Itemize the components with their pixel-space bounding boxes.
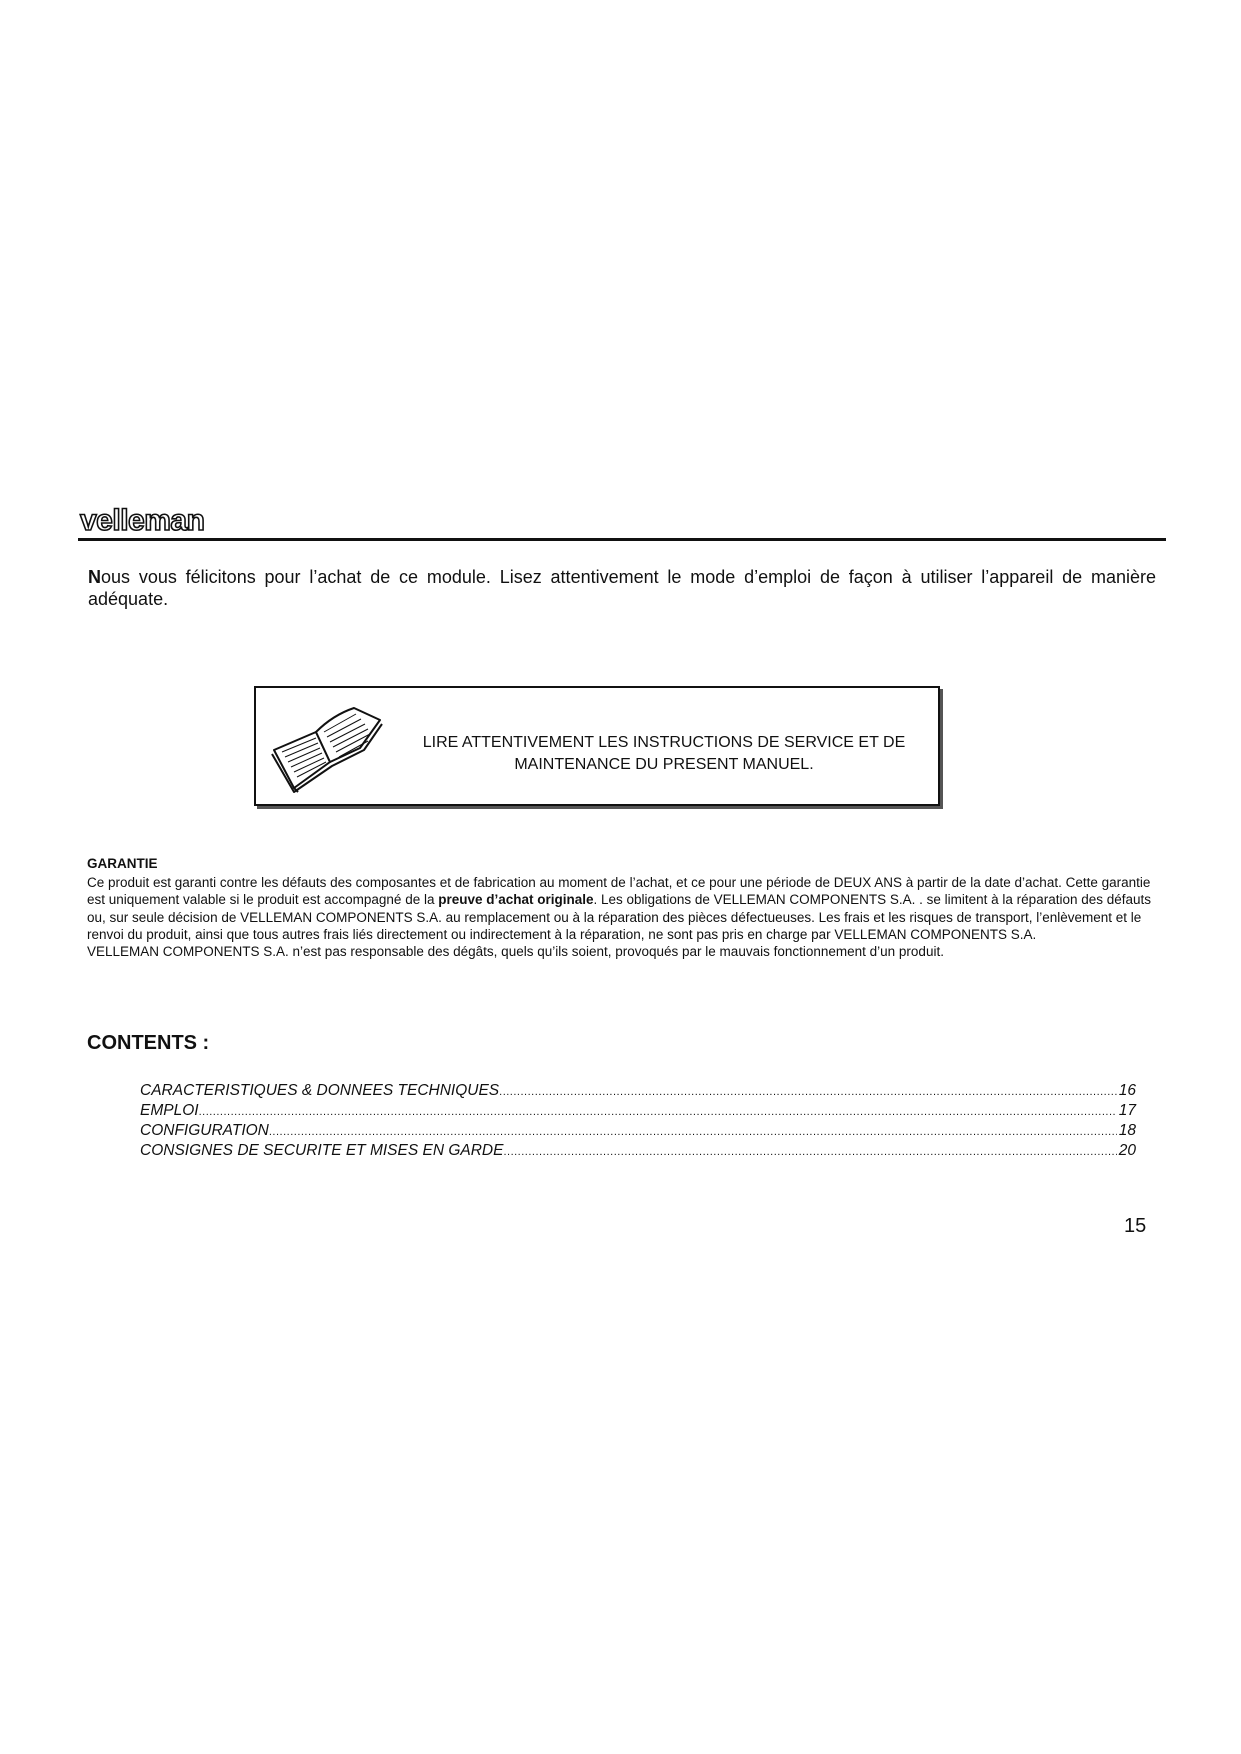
toc-item-page: 20 bbox=[1118, 1142, 1136, 1159]
toc-item-label: EMPLOI bbox=[140, 1102, 199, 1119]
notice-line-1: LIRE ATTENTIVEMENT LES INSTRUCTIONS DE SERVICE ET DE bbox=[422, 734, 906, 751]
toc-item-page: 18 bbox=[1118, 1122, 1136, 1139]
page-number: 15 bbox=[1124, 1215, 1147, 1237]
warranty-title: GARANTIE bbox=[87, 856, 158, 871]
toc-leader-dots bbox=[499, 1082, 1117, 1102]
contents-title: CONTENTS : bbox=[87, 1032, 210, 1054]
warranty-text-bold: preuve d’achat originale bbox=[438, 892, 594, 908]
intro-text: ous vous félicitons pour l’achat de ce module. Lisez attentivement le mode d’emploi de façon à utiliser l’appareil de manière adéquate. bbox=[88, 567, 1156, 609]
toc-leader-dots bbox=[503, 1142, 1116, 1162]
toc-item-label: CONSIGNES DE SECURITE ET MISES EN GARDE bbox=[140, 1142, 504, 1159]
notice-line-2: MAINTENANCE DU PRESENT MANUEL. bbox=[514, 756, 814, 773]
table-of-contents bbox=[140, 1081, 1136, 1161]
toc-item-label: CARACTERISTIQUES & DONNEES TECHNIQUES bbox=[140, 1082, 500, 1099]
intro-paragraph bbox=[88, 566, 1156, 610]
warranty-body bbox=[87, 874, 1157, 960]
toc-leader-dots bbox=[199, 1102, 1117, 1122]
warranty-text-part1: Ce produit est garanti contre les défauts des composantes et de fabrication au moment de l’achat, et ce pour une période de DEUX ANS à partir de la date d’achat. Cette garantie est uniquement valable si le produit est accompagné de la bbox=[87, 875, 1151, 908]
notice-text bbox=[396, 732, 932, 776]
velleman-logo bbox=[78, 504, 238, 536]
warranty-disclaimer: VELLEMAN COMPONENTS S.A. n’est pas responsable des dégâts, quels qu’ils soient, provoqués par le mauvais fonctionnement d’un produit. bbox=[87, 944, 944, 960]
notice-box bbox=[254, 686, 940, 806]
toc-item[interactable] bbox=[140, 1081, 1136, 1101]
toc-item-page: 16 bbox=[1118, 1082, 1136, 1099]
toc-item[interactable] bbox=[140, 1101, 1136, 1121]
toc-item[interactable] bbox=[140, 1121, 1136, 1141]
toc-item[interactable] bbox=[140, 1141, 1136, 1161]
toc-leader-dots bbox=[269, 1122, 1117, 1142]
toc-item-page: 17 bbox=[1118, 1102, 1136, 1119]
book-icon bbox=[264, 702, 390, 794]
intro-lead-letter: N bbox=[88, 567, 101, 587]
header-rule bbox=[78, 538, 1166, 541]
toc-item-label: CONFIGURATION bbox=[140, 1122, 269, 1139]
logo-text: velleman bbox=[80, 504, 205, 536]
warranty-text-part2: . Les obligations de VELLEMAN COMPONENTS S.A. . se limitent à la réparation des défauts ou, sur seule décision de VELLEMAN COMPONENTS S.A. au remplacement ou à la réparation des pièces défectueuses. Les frais et les risques de transport, l’enlèvement et le renvoi du produit, ainsi que tous autres frais liés directement ou indirectement à la réparation, ne sont pas pris en charge par VELLEMAN COMPONENTS S.A. bbox=[87, 892, 1152, 942]
